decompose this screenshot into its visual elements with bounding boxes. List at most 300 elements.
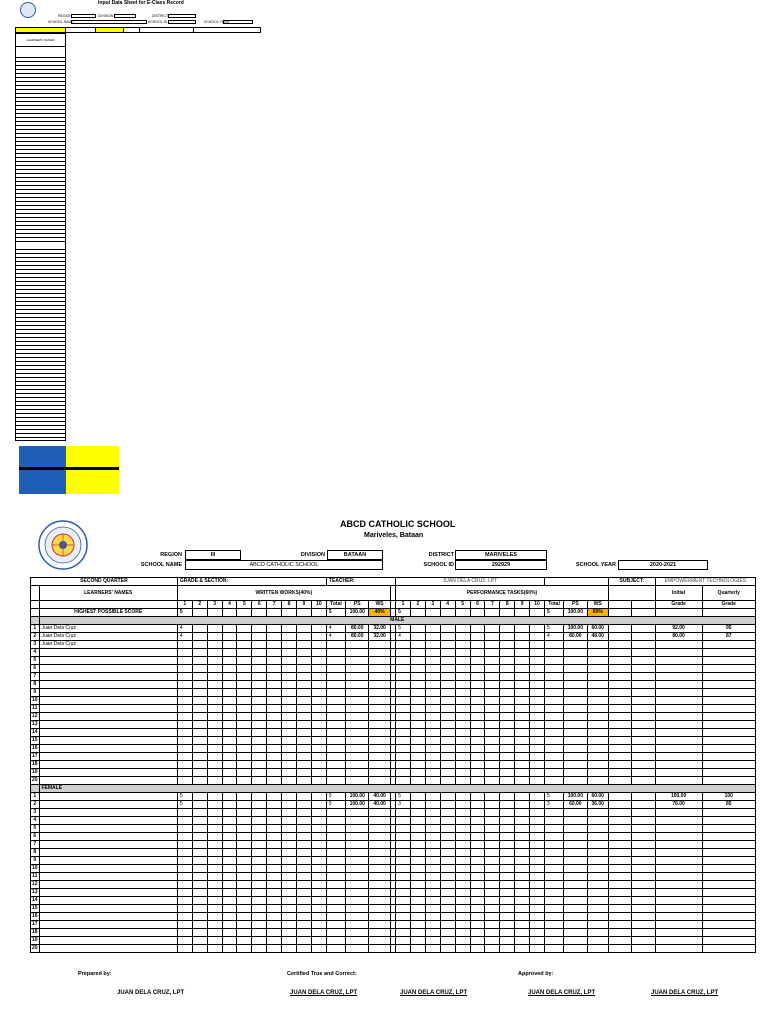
school-name-field[interactable]: ABCD CATHOLIC SCHOOL <box>185 560 383 570</box>
table-cell[interactable] <box>396 881 411 889</box>
table-cell <box>297 777 312 785</box>
quarterly-grade <box>702 641 756 649</box>
quarterly-grade-label: Grade <box>702 601 756 609</box>
table-cell <box>500 833 515 841</box>
learner-name[interactable] <box>39 921 177 929</box>
learner-name[interactable] <box>39 833 177 841</box>
table-cell <box>346 649 369 657</box>
table-row <box>31 777 756 785</box>
learner-name[interactable]: Juan Dela Cruz <box>39 625 177 633</box>
table-cell <box>515 705 530 713</box>
table-cell[interactable] <box>177 873 192 881</box>
table-cell[interactable] <box>396 937 411 945</box>
table-cell <box>440 889 455 897</box>
table-cell <box>632 769 655 777</box>
table-cell <box>346 665 369 673</box>
learner-name[interactable] <box>39 745 177 753</box>
table-cell <box>530 761 545 769</box>
table-cell <box>237 833 252 841</box>
table-cell[interactable]: 5 <box>396 625 411 633</box>
school-year-field[interactable]: 2020-2021 <box>618 560 708 570</box>
table-cell[interactable] <box>396 657 411 665</box>
table-cell <box>587 641 608 649</box>
table-cell: 1 <box>31 625 40 633</box>
table-cell <box>425 721 440 729</box>
table-cell: 32.00 <box>369 633 390 641</box>
table-cell[interactable] <box>396 825 411 833</box>
table-cell <box>369 641 390 649</box>
table-cell <box>326 809 345 817</box>
table-cell <box>608 633 631 641</box>
table-cell <box>410 721 425 729</box>
table-cell[interactable] <box>396 913 411 921</box>
learner-name[interactable] <box>39 737 177 745</box>
table-cell <box>192 825 207 833</box>
table-cell <box>530 801 545 809</box>
table-cell[interactable] <box>396 705 411 713</box>
table-cell <box>267 633 282 641</box>
table-cell <box>632 889 655 897</box>
table-cell <box>455 897 470 905</box>
table-cell[interactable] <box>396 817 411 825</box>
table-cell <box>222 753 237 761</box>
table-cell <box>470 817 485 825</box>
table-cell[interactable] <box>177 905 192 913</box>
table-cell <box>282 745 297 753</box>
table-cell <box>608 689 631 697</box>
table-cell <box>470 641 485 649</box>
table-cell <box>192 769 207 777</box>
table-cell <box>425 945 440 953</box>
table-cell[interactable] <box>177 929 192 937</box>
table-cell[interactable]: 4 <box>177 625 192 633</box>
table-cell <box>530 913 545 921</box>
table-cell <box>564 657 587 665</box>
learner-name[interactable] <box>39 713 177 721</box>
table-cell <box>207 817 222 825</box>
table-cell[interactable]: 3 <box>396 801 411 809</box>
learner-name[interactable] <box>39 753 177 761</box>
table-cell: 60.00 <box>587 793 608 801</box>
table-cell[interactable] <box>396 905 411 913</box>
table-cell[interactable] <box>396 921 411 929</box>
table-cell <box>237 705 252 713</box>
learner-name[interactable] <box>39 649 177 657</box>
table-cell <box>252 889 267 897</box>
table-cell <box>485 817 500 825</box>
table-cell <box>455 777 470 785</box>
table-cell[interactable] <box>396 809 411 817</box>
table-cell <box>222 633 237 641</box>
table-cell <box>455 681 470 689</box>
table-cell[interactable] <box>396 777 411 785</box>
table-cell <box>564 865 587 873</box>
school-year-label: SCHOOL YEAR <box>575 562 616 568</box>
thumbnail-title: Input Data Sheet for E-Class Record <box>98 0 184 6</box>
table-cell <box>632 945 655 953</box>
table-cell <box>530 905 545 913</box>
learner-name[interactable] <box>39 761 177 769</box>
table-cell <box>282 657 297 665</box>
learner-name[interactable] <box>39 793 177 801</box>
table-cell <box>455 945 470 953</box>
learner-name[interactable] <box>39 825 177 833</box>
table-cell <box>222 825 237 833</box>
table-cell <box>544 865 563 873</box>
table-cell <box>282 697 297 705</box>
table-cell: 7 <box>267 601 282 609</box>
table-cell <box>587 681 608 689</box>
table-cell[interactable] <box>396 769 411 777</box>
table-cell[interactable] <box>396 745 411 753</box>
table-cell[interactable] <box>396 673 411 681</box>
table-cell[interactable] <box>396 897 411 905</box>
learner-name[interactable] <box>39 913 177 921</box>
table-cell[interactable] <box>396 729 411 737</box>
learner-name[interactable] <box>39 657 177 665</box>
quarterly-grade-heading: Quarterly <box>702 586 756 601</box>
table-cell <box>500 625 515 633</box>
subject-name: EMPOWERMENT TECHNOLOGIES <box>655 578 755 586</box>
table-cell[interactable] <box>396 649 411 657</box>
learner-name[interactable] <box>39 849 177 857</box>
quarterly-grade <box>702 697 756 705</box>
table-cell: 4 <box>544 633 563 641</box>
table-cell[interactable] <box>177 705 192 713</box>
table-cell <box>564 937 587 945</box>
table-cell[interactable] <box>177 809 192 817</box>
table-cell <box>192 777 207 785</box>
table-cell <box>326 769 345 777</box>
table-cell[interactable]: 5 <box>177 793 192 801</box>
table-cell[interactable] <box>396 713 411 721</box>
table-cell <box>192 657 207 665</box>
table-cell[interactable]: 5 <box>396 793 411 801</box>
table-cell[interactable] <box>396 689 411 697</box>
learner-name[interactable] <box>39 937 177 945</box>
table-cell <box>425 865 440 873</box>
table-cell[interactable] <box>396 721 411 729</box>
table-cell <box>267 801 282 809</box>
table-cell: 5 <box>326 793 345 801</box>
quarterly-grade <box>702 705 756 713</box>
table-cell <box>485 849 500 857</box>
signature-name-2: JUAN DELA CRUZ, LPT <box>290 990 358 996</box>
table-cell <box>485 833 500 841</box>
table-cell <box>425 817 440 825</box>
table-cell[interactable] <box>177 761 192 769</box>
learner-name[interactable] <box>39 929 177 937</box>
table-cell <box>470 897 485 905</box>
table-cell[interactable] <box>396 753 411 761</box>
table-cell[interactable] <box>177 945 192 953</box>
table-cell <box>237 673 252 681</box>
table-cell[interactable] <box>177 641 192 649</box>
table-cell <box>192 681 207 689</box>
learner-name[interactable] <box>39 777 177 785</box>
table-cell <box>440 881 455 889</box>
table-cell <box>267 881 282 889</box>
table-cell: 7 <box>31 673 40 681</box>
learner-name[interactable]: Juan Dela Cruz <box>39 641 177 649</box>
table-cell <box>297 697 312 705</box>
table-cell[interactable] <box>177 649 192 657</box>
table-cell <box>544 825 563 833</box>
table-cell <box>425 657 440 665</box>
learner-name[interactable] <box>39 673 177 681</box>
table-cell <box>282 729 297 737</box>
table-cell <box>369 713 390 721</box>
learner-name[interactable] <box>39 857 177 865</box>
table-cell[interactable] <box>177 897 192 905</box>
initial-grade <box>655 713 702 721</box>
table-cell <box>192 897 207 905</box>
table-cell <box>192 865 207 873</box>
learner-name[interactable] <box>39 817 177 825</box>
learner-name[interactable] <box>39 865 177 873</box>
learner-name[interactable] <box>39 905 177 913</box>
table-cell[interactable] <box>396 849 411 857</box>
thumbnail-division-label: DIVISION <box>98 14 114 18</box>
table-cell[interactable] <box>396 697 411 705</box>
table-cell <box>31 601 40 609</box>
thumbnail-seal-logo <box>20 2 36 18</box>
table-cell[interactable] <box>177 697 192 705</box>
table-cell: 1 <box>31 793 40 801</box>
table-cell <box>440 817 455 825</box>
learner-name[interactable] <box>39 945 177 953</box>
table-cell[interactable] <box>177 657 192 665</box>
table-cell <box>252 881 267 889</box>
table-cell <box>326 737 345 745</box>
table-cell <box>470 825 485 833</box>
table-cell <box>455 825 470 833</box>
table-cell <box>564 681 587 689</box>
table-cell <box>564 849 587 857</box>
table-cell <box>455 937 470 945</box>
table-cell <box>515 865 530 873</box>
table-cell: 20 <box>31 945 38 951</box>
table-cell <box>544 761 563 769</box>
district-field[interactable]: MARIVELES <box>455 550 547 560</box>
learner-name[interactable] <box>39 681 177 689</box>
table-cell[interactable] <box>177 713 192 721</box>
table-cell[interactable] <box>177 665 192 673</box>
learner-name[interactable] <box>39 897 177 905</box>
learners-names-heading: LEARNERS' NAMES <box>39 586 177 601</box>
table-cell <box>500 889 515 897</box>
table-cell <box>530 809 545 817</box>
table-cell <box>252 905 267 913</box>
quarterly-grade <box>702 713 756 721</box>
table-cell[interactable]: 4 <box>396 633 411 641</box>
division-field[interactable]: BATAAN <box>327 550 383 560</box>
learner-name[interactable] <box>39 873 177 881</box>
table-cell <box>455 769 470 777</box>
table-cell[interactable] <box>177 681 192 689</box>
table-cell <box>608 897 631 905</box>
table-cell <box>282 705 297 713</box>
table-cell <box>222 873 237 881</box>
table-cell <box>564 841 587 849</box>
table-cell <box>544 889 563 897</box>
table-cell[interactable] <box>177 833 192 841</box>
learner-name[interactable] <box>39 801 177 809</box>
table-cell: WS <box>369 601 390 609</box>
learner-name[interactable] <box>39 769 177 777</box>
table-cell[interactable] <box>396 681 411 689</box>
table-cell[interactable] <box>396 833 411 841</box>
learner-name[interactable] <box>39 729 177 737</box>
table-cell[interactable] <box>177 721 192 729</box>
table-cell <box>311 681 326 689</box>
table-row <box>31 713 756 721</box>
table-cell <box>222 857 237 865</box>
learner-name[interactable] <box>39 697 177 705</box>
table-cell[interactable] <box>396 641 411 649</box>
table-cell <box>530 721 545 729</box>
initial-grade <box>655 777 702 785</box>
quarterly-grade <box>702 929 756 937</box>
table-cell[interactable] <box>396 841 411 849</box>
table-cell <box>207 825 222 833</box>
table-cell <box>222 793 237 801</box>
table-cell: 8 <box>500 601 515 609</box>
table-cell <box>297 689 312 697</box>
table-cell <box>267 945 282 953</box>
table-cell <box>346 657 369 665</box>
table-cell[interactable] <box>177 817 192 825</box>
table-cell[interactable] <box>396 665 411 673</box>
table-cell <box>470 681 485 689</box>
table-cell[interactable] <box>177 769 192 777</box>
table-cell <box>515 737 530 745</box>
table-cell[interactable] <box>177 937 192 945</box>
table-cell <box>564 737 587 745</box>
table-cell <box>500 809 515 817</box>
table-cell[interactable] <box>177 825 192 833</box>
table-cell <box>237 649 252 657</box>
learner-name[interactable] <box>39 689 177 697</box>
table-cell <box>485 705 500 713</box>
table-cell <box>192 761 207 769</box>
table-cell <box>440 745 455 753</box>
initial-grade <box>655 697 702 705</box>
table-cell <box>500 849 515 857</box>
quarterly-grade: 87 <box>702 633 756 641</box>
table-cell <box>544 777 563 785</box>
table-cell[interactable] <box>396 857 411 865</box>
table-cell[interactable] <box>396 889 411 897</box>
table-cell <box>515 753 530 761</box>
table-cell <box>282 857 297 865</box>
table-cell[interactable] <box>177 689 192 697</box>
table-cell <box>297 849 312 857</box>
table-cell[interactable] <box>177 889 192 897</box>
learner-name[interactable] <box>39 881 177 889</box>
learner-name[interactable] <box>39 809 177 817</box>
table-cell <box>207 809 222 817</box>
table-cell <box>252 649 267 657</box>
table-cell[interactable]: 4 <box>177 633 192 641</box>
table-cell <box>544 897 563 905</box>
table-cell <box>608 586 655 601</box>
table-cell[interactable] <box>396 945 411 953</box>
table-cell <box>207 841 222 849</box>
table-cell[interactable] <box>177 921 192 929</box>
region-field[interactable]: III <box>185 550 241 560</box>
table-cell <box>207 737 222 745</box>
table-cell <box>564 929 587 937</box>
table-cell[interactable] <box>177 737 192 745</box>
table-cell <box>326 873 345 881</box>
table-cell[interactable]: 5 <box>177 801 192 809</box>
table-cell <box>455 705 470 713</box>
table-cell[interactable] <box>396 873 411 881</box>
table-cell[interactable] <box>177 913 192 921</box>
table-cell[interactable] <box>177 673 192 681</box>
learner-name[interactable] <box>39 889 177 897</box>
table-cell <box>500 681 515 689</box>
table-cell[interactable] <box>177 881 192 889</box>
learner-name[interactable]: Juan Dela Cruz <box>39 633 177 641</box>
table-cell <box>237 897 252 905</box>
table-cell <box>326 937 345 945</box>
table-cell <box>587 657 608 665</box>
table-cell[interactable] <box>396 929 411 937</box>
learner-name[interactable] <box>39 721 177 729</box>
learner-name[interactable] <box>39 705 177 713</box>
table-cell[interactable] <box>177 857 192 865</box>
table-cell <box>207 801 222 809</box>
table-cell <box>500 649 515 657</box>
table-cell <box>515 881 530 889</box>
table-cell <box>632 905 655 913</box>
table-cell <box>346 689 369 697</box>
table-cell[interactable] <box>177 841 192 849</box>
table-cell <box>455 609 470 617</box>
table-cell[interactable] <box>396 865 411 873</box>
learner-name[interactable] <box>39 841 177 849</box>
table-cell[interactable] <box>177 849 192 857</box>
table-cell <box>192 873 207 881</box>
table-cell <box>369 929 390 937</box>
table-cell <box>410 737 425 745</box>
table-cell[interactable] <box>396 737 411 745</box>
table-cell <box>500 905 515 913</box>
table-cell <box>207 729 222 737</box>
table-cell <box>222 609 237 617</box>
table-cell <box>515 945 530 953</box>
table-cell <box>440 905 455 913</box>
quarterly-grade <box>702 937 756 945</box>
table-cell[interactable] <box>396 761 411 769</box>
school-id-field[interactable]: 292929 <box>455 560 547 570</box>
highest-score-label: HIGHEST POSSIBLE SCORE <box>39 609 177 617</box>
table-cell <box>346 881 369 889</box>
table-cell <box>410 689 425 697</box>
table-cell[interactable] <box>177 865 192 873</box>
initial-grade <box>655 857 702 865</box>
table-cell[interactable] <box>177 729 192 737</box>
table-cell <box>515 713 530 721</box>
table-cell <box>311 769 326 777</box>
learner-name[interactable] <box>39 665 177 673</box>
table-cell <box>346 641 369 649</box>
table-cell[interactable] <box>177 777 192 785</box>
table-cell[interactable] <box>177 745 192 753</box>
table-cell[interactable] <box>177 753 192 761</box>
